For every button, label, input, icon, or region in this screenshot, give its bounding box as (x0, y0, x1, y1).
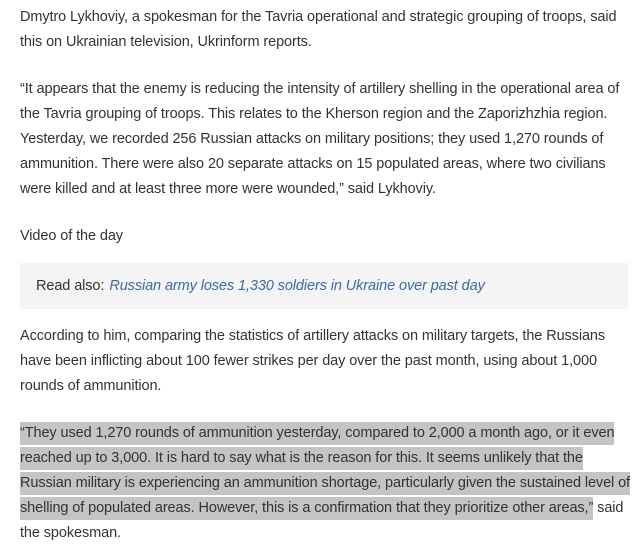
paragraph-statistics: According to him, comparing the statistics of artillery attacks on military targets, the Russians have been inflicting about 100 fewer strikes per day over the past month, using about 1,000 rounds of ammunition. (20, 328, 606, 394)
paragraph-quote-artillery: “It appears that the enemy is reducing the intensity of artillery shelling in the operational area of the Tavria grouping of troops. This relates to the Kherson region and the Zaporizhzhia region. Yesterday, we recorded 256 Russian attacks on military positions; they used 1,270 rounds of ammunition. There were also 20 separate attacks on 15 populated areas, where two civilians were killed and at least three more were wounded,” said Lykhoviy. (20, 81, 620, 197)
read-also-box (20, 263, 628, 309)
article-body (20, 0, 632, 546)
video-of-the-day-label: Video of the day (20, 228, 123, 244)
paragraph-spokesman-intro: Dmytro Lykhoviy, a spokesman for the Tavria operational and strategic grouping of troops, said this on Ukrainian television, Ukrinform reports. (20, 9, 617, 50)
paragraph-quote-ammunition[interactable] (20, 421, 632, 546)
highlighted-text-selection[interactable]: “They used 1,270 rounds of ammunition yesterday, compared to 2,000 a month ago, or it even reached up to 3,000. It is hard to say what is the reason for this. It seems unlikely that the Russian military is experiencing an ammunition shortage, particularly given the sustained level of shelling of populated areas. However, this is a confirmation that they prioritize other areas,” (20, 422, 630, 520)
read-also-label: Read also: (36, 278, 105, 294)
read-also-link[interactable]: Russian army loses 1,330 soldiers in Ukraine over past day (109, 278, 485, 294)
paragraph-quote-attribution: said the spokesman. (20, 500, 624, 541)
